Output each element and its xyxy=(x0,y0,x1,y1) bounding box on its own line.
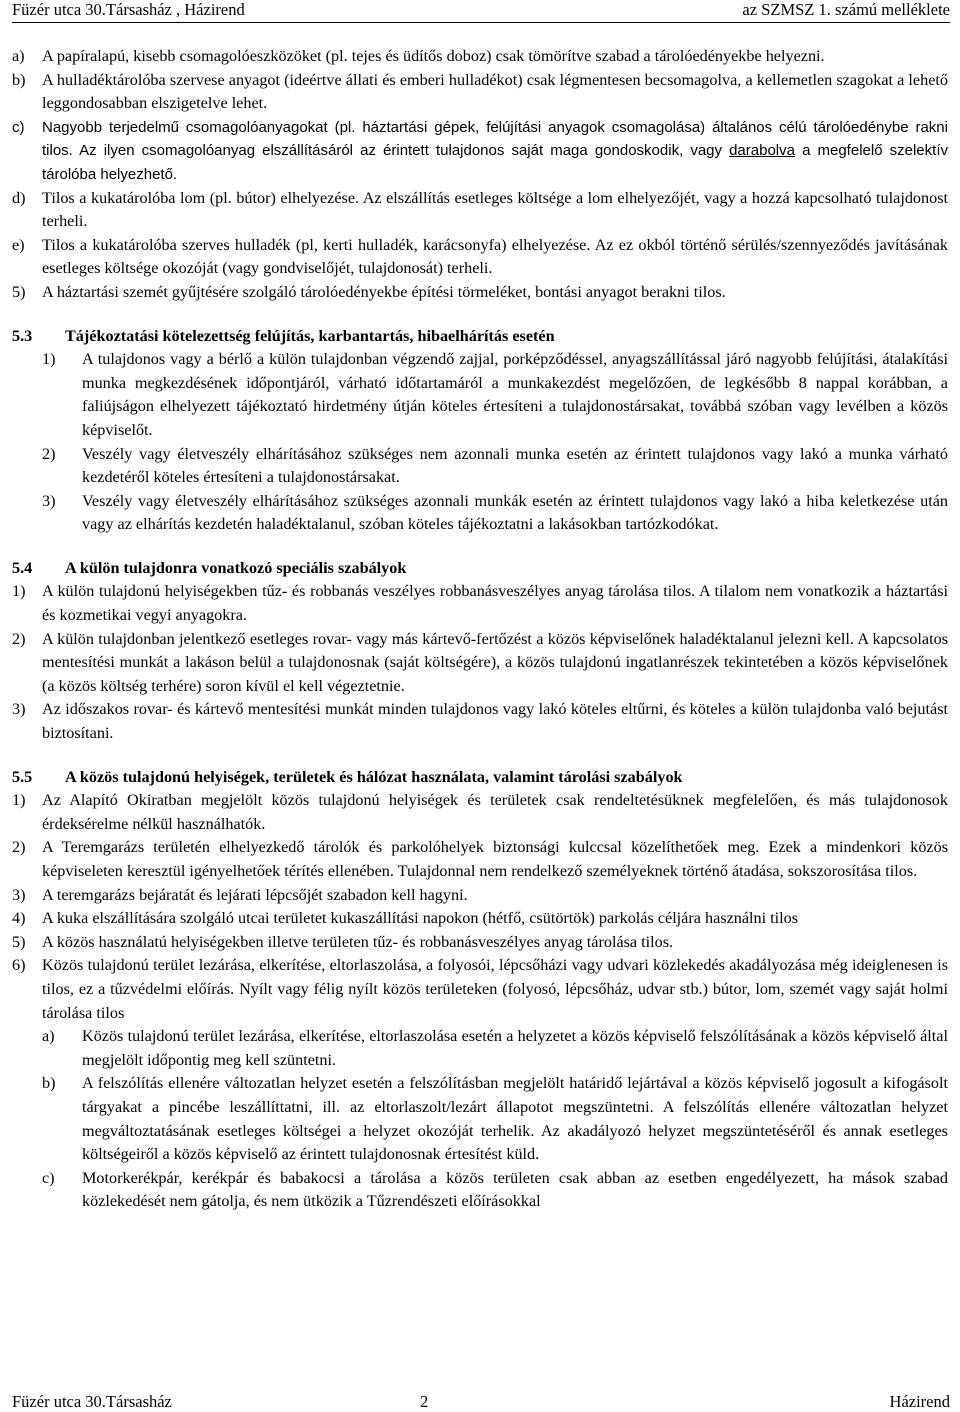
list-item: a) A papíralapú, kisebb csomagolóeszközöket (pl. tejes és üdítős doboz) csak tömörítve szabad a tárolóedényekbe helyezni. xyxy=(12,47,825,65)
header-title: Füzér utca 30.Társasház , Házirend xyxy=(12,0,245,19)
footer-left: Füzér utca 30.Társasház xyxy=(12,1392,172,1411)
list-item: 4) A kuka elszállítására szolgáló utcai területet kukaszállítási napokon (hétfő, csütörtök) parkolás céljára használni tilos xyxy=(12,909,799,928)
list-item: 1) A tulajdonos vagy a bérlő a külön tulajdonban végzendő zajjal, porképződéssel, anyagszállítással járó nagyobb felújítási, átalakítási munka megkezdésének időpontjáról, várható időtartamáról a munkakezdést megelőzően, de legkésőbb 8 nappal korábban, a faliújságon elhelyezett tájékoztató hirdetmény útján köteles értesíteni a tulajdonostársakat, továbbá szóban vagy levélben a közös képviselőt. xyxy=(42,350,948,439)
list-item: d) Tilos a kukatárolóba lom (pl. bútor) elhelyezése. Az elszállítás esetleges költsége a lom elhelyezőjét, vagy a hozzá kapcsolható tulajdonost terheli. xyxy=(12,188,948,231)
document-body xyxy=(12,45,948,1214)
list-item: 1) Az Alapító Okiratban megjelölt közös tulajdonú helyiségek és területek csak rendeltetésüknek megfelelően, és más tulajdonosok érdeksérelme nélkül használhatók. xyxy=(12,791,948,833)
list-item: 3) A teremgarázs bejáratát és lejárati lépcsőjét szabadon kell hagyni. xyxy=(12,885,468,904)
footer-right: Házirend xyxy=(889,1392,950,1411)
list-item: 1) A külön tulajdonú helyiségekben tűz- és robbanás veszélyes robbanásveszélyes anyag tárolása tilos. A tilalom nem vonatkozik a háztartási és kozmetikai vegyi anyagokra. xyxy=(12,582,948,625)
section-heading: 5.4 A külön tulajdonra vonatkozó speciális szabályok xyxy=(12,558,407,577)
list-item: 6) Közös tulajdonú terület lezárása, elkerítése, eltorlaszolása, a folyosói, lépcsőházi vagy udvari közlekedés akadályozása még ideiglenesen is tilos, ez a tűzvédelmi előírás. Nyílt vagy félig nyílt közös területeken (folyosó, lépcsőház, udvar stb.) bútor, lom, szemét vagy saját holmi tárolása tilos xyxy=(12,956,948,1022)
list-item: 5) A közös használatú helyiségekben illetve területen tűz- és robbanásveszélyes anyag tárolása tilos. xyxy=(12,932,674,951)
list-item: b) A hulladéktárolóba szervese anyagot (ideértve állati és emberi hulladékot) csak légmentesen becsomagolva, a kellemetlen szagokat a lehető leggondosabban elszigetelve lehet. xyxy=(12,70,948,113)
list-item: 3) Veszély vagy életveszély elhárításához szükséges azonnali munkák esetén az érintett tulajdonos vagy lakó a hiba keletkezése után vagy az elhárítás kezdetén haladéktalanul, szóban köteles tájékoztatni a lakásokban tartózkodókat. xyxy=(42,491,948,534)
sub-list-item: b) A felszólítás ellenére változatlan helyzet esetén a felszólításban megjelölt határidő lejártával a közös képviselő jogosult a kifogásolt tárgyakat a pincébe leszállíttatni, ill. az eltorlaszolt/lezárt állapotot megszüntetni. A felszólítás ellenére változatlan helyzet megváltoztatásának esetleges költségei a helyzet okozóját terhelik. Az akadályozó helyzet megszüntetéséről és annak esetleges költségeiről a közös képviselő az érintett tulajdonosnak értesítést küld. xyxy=(42,1074,948,1164)
list-item: 2) Veszély vagy életveszély elhárításához szükséges nem azonnali munka esetén az érintett tulajdonos vagy lakó a munka várható kezdetéről köteles értesíteni a tulajdonostársakat. xyxy=(42,444,948,487)
sub-list-item: a) Közös tulajdonú terület lezárása, elkerítése, eltorlaszolása esetén a helyzetet a közös képviselő felszólításának a közös képviselő által megjelölt időpontig meg kell szüntetni. xyxy=(42,1027,948,1069)
list-item: e) Tilos a kukatárolóba szerves hulladék (pl, kerti hulladék, karácsonyfa) elhelyezése. Az ez okból történő sérülés/szennyeződés javításának esetleges költsége okozóját (vagy gondviselőjét, tulajdonosát) terheli. xyxy=(12,235,948,278)
header-annex-label: az SZMSZ 1. számú melléklete xyxy=(742,0,950,19)
section-heading: 5.3 Tájékoztatási kötelezettség felújítás, karbantartás, hibaelhárítás esetén xyxy=(12,326,555,345)
list-item: 2) A Teremgarázs területén elhelyezkedő tárolók és parkolóhelyek biztonsági kulccsal közelíthetőek meg. Ezek a mindenkori közös képviseleten keresztül igényelhetőek térítés ellenében. Tulajdonnal nem rendelkező személyeknek történő átadása, sokszorosítása tilos. xyxy=(12,838,948,880)
section-heading: 5.5 A közös tulajdonú helyiségek, területek és hálózat használata, valamint tárolási szabályok xyxy=(12,767,683,786)
list-item: 2) A külön tulajdonban jelentkező esetleges rovar- vagy más kártevő-fertőzést a közös képviselőnek haladéktalanul jelezni kell. A kapcsolatos mentesítési munkát a lakáson belül a tulajdonosnak (saját költségére), a közös tulajdonú ingatlanrészek tekintetében a közös képviselőnek (a közös költség terhére) soron kívül el kell végeztetnie. xyxy=(12,629,948,695)
list-item: 5) A háztartási szemét gyűjtésére szolgáló tárolóedényekbe építési törmeléket, bontási anyagot berakni tilos. xyxy=(12,282,726,301)
list-item: 3) Az időszakos rovar- és kártevő mentesítési munkát minden tulajdonos vagy lakó köteles eltűrni, és köteles a külön tulajdonba való bejutást biztosítani. xyxy=(12,700,948,743)
list-item: c) Nagyobb terjedelmű csomagolóanyagokat (pl. háztartási gépek, felújítási anyagok csomagolása) általános célú tárolóedénybe rakni tilos. Az ilyen csomagolóanyag elszállításáról az érintett tulajdonos saját maga gondoskodik, vagy darabolva a megfelelő szelektív tárolóba helyezhető. xyxy=(12,118,948,183)
page-number: 2 xyxy=(420,1392,429,1411)
page-header xyxy=(12,0,950,23)
sub-list-item: c) Motorkerékpár, kerékpár és babakocsi a tárolása a közös területen csak abban az esetben engedélyezett, ha mások szabad közlekedését nem gátolja, és nem ütközik a Tűzrendészeti előírásokkal xyxy=(42,1168,948,1211)
